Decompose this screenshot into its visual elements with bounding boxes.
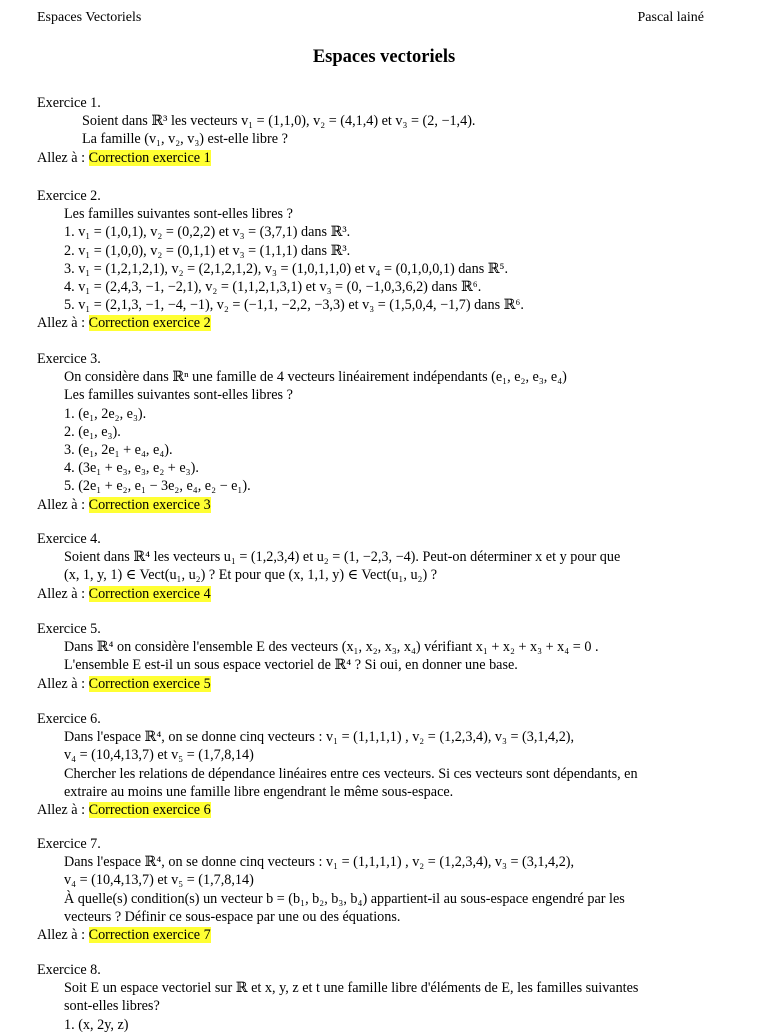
exercise-heading: Exercice 5. [37,621,101,637]
allez-label: Allez à : [37,927,89,943]
exercise-line: Dans l'espace ℝ⁴, on se donne cinq vecteurs : v₁ = (1,1,1,1) , v₂ = (1,2,3,4), v₃ = (3,1,4,2), [64,854,575,871]
exercise-line: La famille (v₁, v₂, v₃) est-elle libre ? [82,131,288,148]
exercise-heading: Exercice 3. [37,351,101,367]
allez-row [37,149,211,167]
correction-link[interactable]: Correction exercice 2 [88,315,211,332]
allez-row [37,675,211,693]
exercise-line: 4. v₁ = (2,4,3, −1, −2,1), v₂ = (1,1,2,1,3,1) et v₃ = (0, −1,0,3,6,2) dans ℝ⁶. [64,279,482,295]
exercise-line: vecteurs ? Définir ce sous-espace par une ou des équations. [64,908,401,925]
page-title: Espaces vectoriels [312,47,456,67]
exercise-heading: Exercice 8. [37,962,101,978]
exercise-line: sont-elles libres? [64,998,160,1015]
exercise-line: extraire au moins une famille libre engendrant le même sous-espace. [64,783,454,800]
allez-row [37,496,211,514]
exercise-line: 5. v₁ = (2,1,3, −1, −4, −1), v₂ = (−1,1, −2,2, −3,3) et v₃ = (1,5,0,4, −1,7) dans ℝ⁶. [64,297,524,314]
exercise-line: v₄ = (10,4,13,7) et v₅ = (1,7,8,14) [64,872,254,889]
exercise-line: 1. (x, 2y, z) [64,1016,129,1033]
exercise-line: Soient dans ℝ³ les vecteurs v₁ = (1,1,0), v₂ = (4,1,4) et v₃ = (2, −1,4). [82,113,476,130]
exercise-heading: Exercice 6. [37,711,101,727]
correction-link[interactable]: Correction exercice 1 [88,149,211,166]
correction-link[interactable]: Correction exercice 7 [88,927,211,943]
allez-label: Allez à : [37,496,89,513]
exercise-heading: Exercice 4. [37,531,101,547]
allez-label: Allez à : [37,585,89,602]
correction-link[interactable]: Correction exercice 6 [88,802,211,818]
page-header [37,10,704,26]
exercise-line: L'ensemble E est-il un sous espace vectoriel de ℝ⁴ ? Si oui, en donner une base. [64,657,518,674]
allez-row [37,314,211,332]
exercise-line: Chercher les relations de dépendance linéaires entre ces vecteurs. Si ces vecteurs sont dépendants, en [64,765,638,782]
allez-row [37,585,211,603]
allez-row [37,801,211,819]
allez-row [37,926,211,944]
exercise-line: Dans l'espace ℝ⁴, on se donne cinq vecteurs : v₁ = (1,1,1,1) , v₂ = (1,2,3,4), v₃ = (3,1,4,2), [64,729,575,746]
allez-label: Allez à : [37,675,89,692]
exercise-line: 1. (e₁, 2e₂, e₃). [64,405,147,422]
exercise-line: (x, 1, y, 1) ∈ Vect(u₁, u₂) ? Et pour que (x, 1,1, y) ∈ Vect(u₁, u₂) ? [64,567,438,584]
exercise-line: 3. (e₁, 2e₁ + e₄, e₄). [64,442,173,458]
exercise-line: v₄ = (10,4,13,7) et v₅ = (1,7,8,14) [64,747,254,764]
allez-label: Allez à : [37,315,89,332]
allez-label: Allez à : [37,802,89,818]
exercise-line: Soit E un espace vectoriel sur ℝ et x, y, z et t une famille libre d'éléments de E, les familles suivantes [64,980,639,997]
exercise-line: 4. (3e₁ + e₃, e₃, e₂ + e₃). [64,460,199,477]
exercise-heading: Exercice 2. [37,188,101,204]
correction-link[interactable]: Correction exercice 4 [88,585,211,602]
header-right: Pascal lainé [637,10,704,25]
correction-link[interactable]: Correction exercice 5 [88,675,211,692]
correction-link[interactable]: Correction exercice 3 [88,496,211,513]
exercise-line: 5. (2e₁ + e₂, e₁ − 3e₂, e₄, e₂ − e₁). [64,478,251,495]
header-left: Espaces Vectoriels [37,10,142,25]
exercise-line: 2. v₁ = (1,0,0), v₂ = (0,1,1) et v₃ = (1,1,1) dans ℝ³. [64,242,351,259]
exercise-heading: Exercice 1. [37,95,101,111]
exercise-line: 1. v₁ = (1,0,1), v₂ = (0,2,2) et v₃ = (3,7,1) dans ℝ³. [64,224,351,241]
exercise-line: On considère dans ℝⁿ une famille de 4 vecteurs linéairement indépendants (e₁, e₂, e₃, e₄) [64,369,567,386]
exercise-line: À quelle(s) condition(s) un vecteur b = (b₁, b₂, b₃, b₄) appartient-il au sous-espace engendré par les [64,890,625,907]
exercise-line: Les familles suivantes sont-elles libres ? [64,387,293,404]
allez-label: Allez à : [37,149,89,166]
exercise-heading: Exercice 7. [37,836,101,852]
exercise-line: Dans ℝ⁴ on considère l'ensemble E des vecteurs (x₁, x₂, x₃, x₄) vérifiant x₁ + x₂ + x₃ + x₄ = 0 . [64,639,599,656]
exercise-line: 2. (e₁, e₃). [64,423,121,440]
exercise-line: Soient dans ℝ⁴ les vecteurs u₁ = (1,2,3,4) et u₂ = (1, −2,3, −4). Peut-on déterminer x et y pour que [64,549,621,566]
exercise-line: Les familles suivantes sont-elles libres ? [64,206,293,223]
exercise-line: 3. v₁ = (1,2,1,2,1), v₂ = (2,1,2,1,2), v₃ = (1,0,1,1,0) et v₄ = (0,1,0,0,1) dans ℝ⁵. [64,260,509,277]
